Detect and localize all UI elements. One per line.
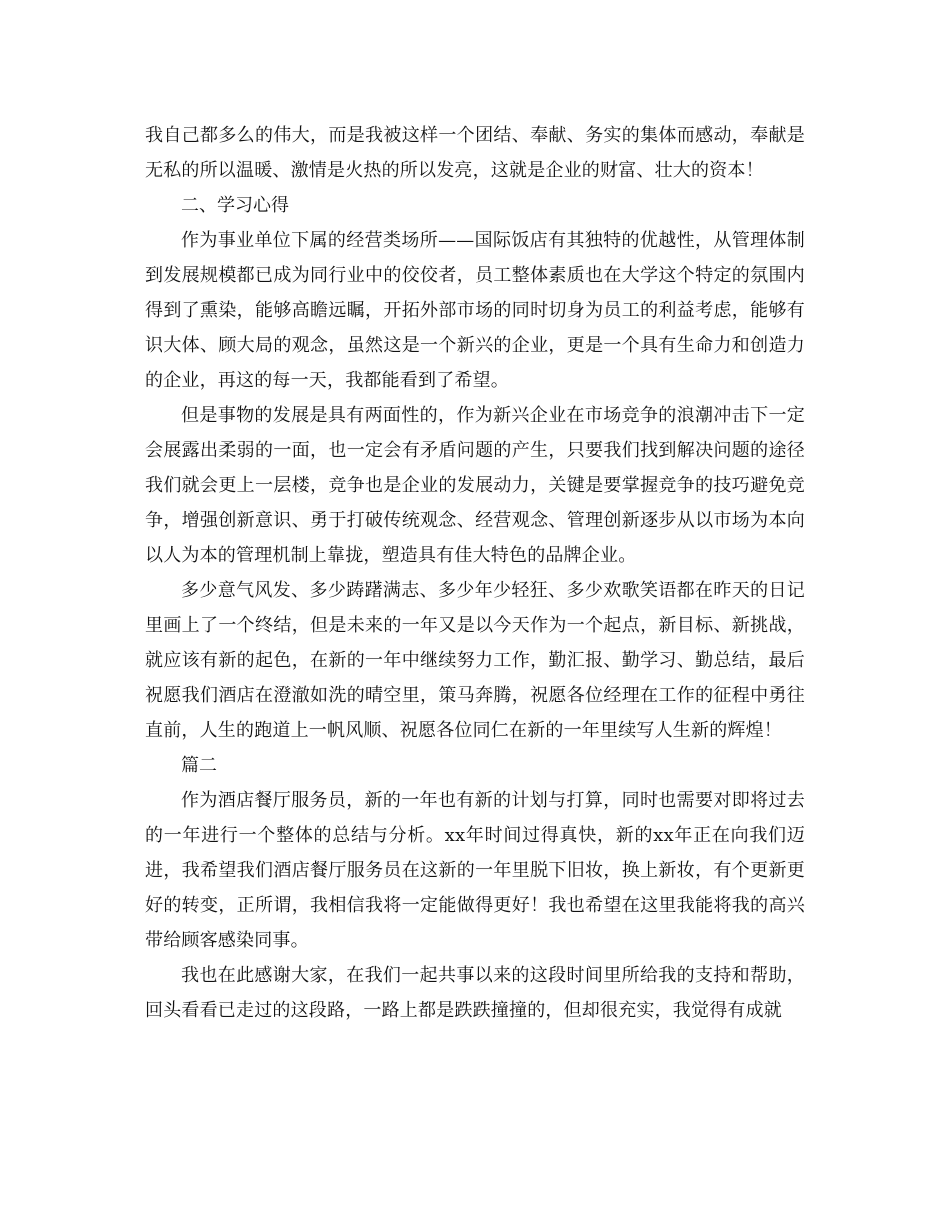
paragraph-part-two-2: 我也在此感谢大家，在我们一起共事以来的这段时间里所给我的支持和帮助，回头看看已走过的这段路，一路上都是跌跌撞撞的，但却很充实，我觉得有成就	[145, 965, 805, 1021]
paragraph-study-1: 作为事业单位下属的经营类场所——国际饭店有其独特的优越性，从管理体制到发展规模都已成为同行业中的佼佼者，员工整体素质也在大学这个特定的氛围内得到了熏染，能够高瞻远瞩，开拓外部市场的同时切身为员工的利益考虑，能够有识大体、顾大局的观念，虽然这是一个新兴的企业，更是一个具有生命力和创造力的企业，再这的每一天，我都能看到了希望。	[145, 230, 805, 391]
document-body	[145, 118, 805, 1028]
section-heading-part-two: 篇二	[181, 755, 217, 776]
section-heading-study: 二、学习心得	[181, 195, 289, 216]
paragraph-continuation: 我自己都多么的伟大，而是我被这样一个团结、奉献、务实的集体而感动，奉献是无私的所以温暖、激情是火热的所以发亮，这就是企业的财富、壮大的资本！	[145, 125, 805, 181]
paragraph-part-two-1: 作为酒店餐厅服务员，新的一年也有新的计划与打算，同时也需要对即将过去的一年进行一个整体的总结与分析。xx年时间过得真快，新的xx年正在向我们迈进，我希望我们酒店餐厅服务员在这新的一年里脱下旧妆，换上新妆，有个更新更好的转变，正所谓，我相信我将一定能做得更好！我也希望在这里我能将我的高兴带给顾客感染同事。	[145, 790, 805, 951]
paragraph-study-3: 多少意气风发、多少踌躇满志、多少年少轻狂、多少欢歌笑语都在昨天的日记里画上了一个终结，但是未来的一年又是以今天作为一个起点，新目标、新挑战，就应该有新的起色，在新的一年中继续努力工作，勤汇报、勤学习、勤总结，最后祝愿我们酒店在澄澈如洗的晴空里，策马奔腾，祝愿各位经理在工作的征程中勇往直前，人生的跑道上一帆风顺、祝愿各位同仁在新的一年里续写人生新的辉煌！	[145, 580, 805, 741]
paragraph-study-2: 但是事物的发展是具有两面性的，作为新兴企业在市场竞争的浪潮冲击下一定会展露出柔弱的一面，也一定会有矛盾问题的产生，只要我们找到解决问题的途径我们就会更上一层楼，竞争也是企业的发展动力，关键是要掌握竞争的技巧避免竞争，增强创新意识、勇于打破传统观念、经营观念、管理创新逐步从以市场为本向以人为本的管理机制上靠拢，塑造具有佳大特色的品牌企业。	[145, 405, 805, 566]
